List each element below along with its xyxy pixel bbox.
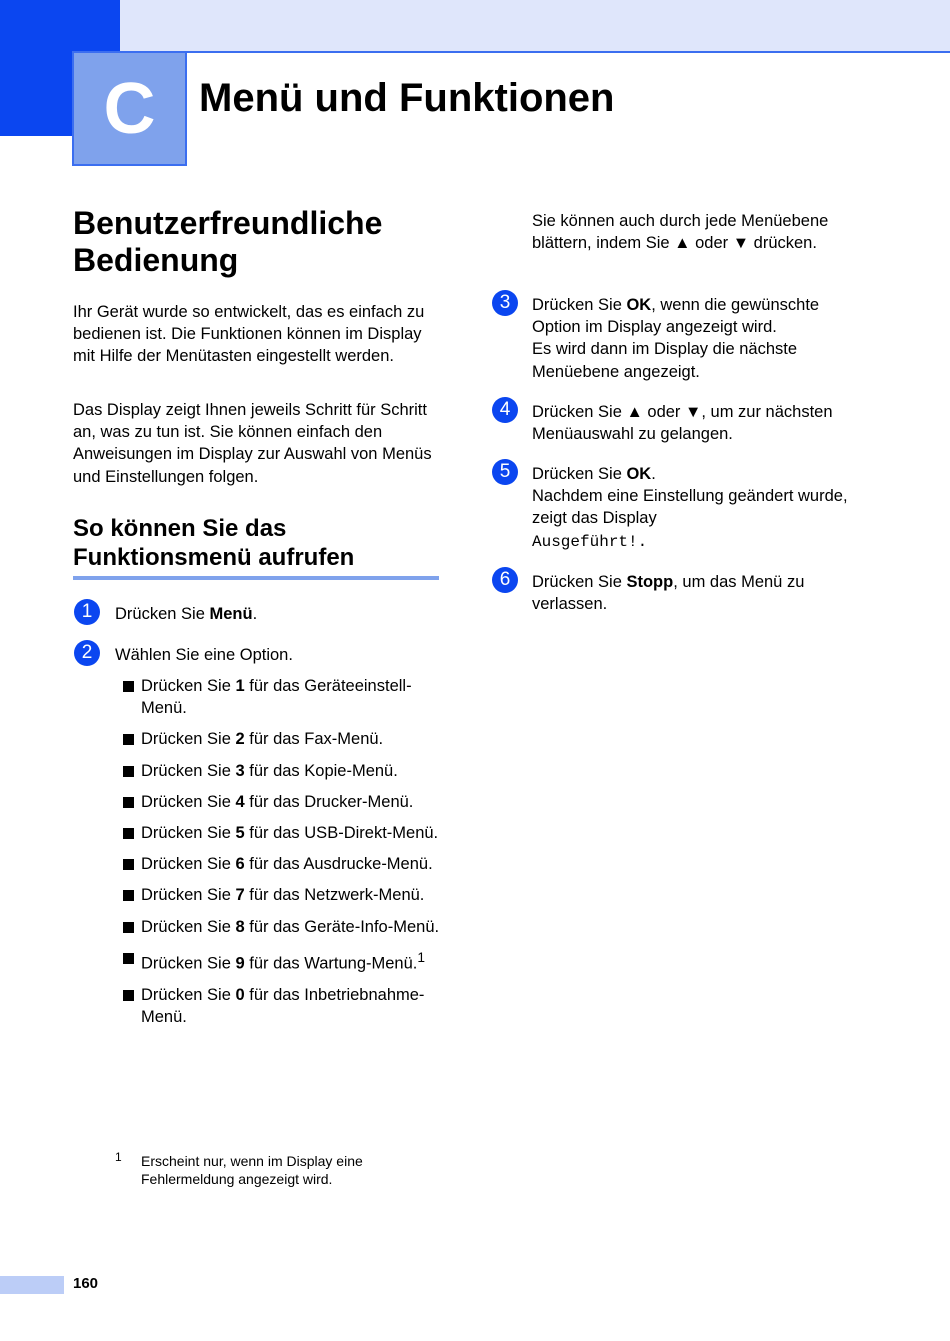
section-paragraph-1: Ihr Gerät wurde so entwickelt, das es einfach zu bedienen ist. Die Funktionen können im Display mit Hilfe der Menütasten eingestellt werden. (73, 303, 425, 366)
display-message: Ausgeführt!. (532, 532, 648, 551)
list-item: Drücken Sie 5 für das USB-Direkt-Menü. (123, 822, 453, 844)
section-title: Benutzerfreundliche Bedienung (73, 205, 383, 279)
step-number-4: 4 (492, 397, 518, 423)
right-intro-text: Sie können auch durch jede Menüebene blättern, indem Sie ▲ oder ▼ drücken. (532, 212, 829, 253)
list-item: Drücken Sie 2 für das Fax-Menü. (123, 728, 453, 750)
step-number-5: 5 (492, 459, 518, 485)
list-item: Drücken Sie 9 für das Wartung-Menü.$^1$ (123, 947, 453, 975)
list-item: Drücken Sie 4 für das Drucker-Menü. (123, 791, 453, 813)
step-text-4: Drücken Sie ▲ oder ▼, um zur nächsten Menüauswahl zu gelangen. (532, 403, 833, 444)
step-number-3: 3 (492, 290, 518, 316)
step-text-5: Drücken Sie OK. Nachdem eine Einstellung geändert wurde, zeigt das Display Ausgeführt!. (532, 465, 848, 551)
header-band (120, 0, 950, 53)
step-number-6: 6 (492, 567, 518, 593)
footnote-text: Erscheint nur, wenn im Display eine Fehlermeldung angezeigt wird. (141, 1153, 363, 1187)
list-item: Drücken Sie 1 für das Geräteeinstell-Menü. (123, 675, 453, 719)
footnote-ref: 1 (417, 949, 426, 965)
list-item: Drücken Sie 7 für das Netzwerk-Menü. (123, 884, 453, 906)
section-paragraph-2: Das Display zeigt Ihnen jeweils Schritt für Schritt an, was zu tun ist. Sie können einfach den Anweisungen im Display zur Auswahl von Menüs und Einstellungen folgen. (73, 401, 432, 486)
step-text-1: Drücken Sie Menü. (115, 605, 258, 623)
step-number-1: 1 (74, 599, 100, 625)
step-text-6: Drücken Sie Stopp, um das Menü zu verlassen. (532, 573, 805, 614)
footnote-mark: 1 (115, 1150, 122, 1164)
step-number-2: 2 (74, 640, 100, 666)
list-item: Drücken Sie 0 für das Inbetriebnahme-Menü. (123, 984, 453, 1028)
down-arrow-icon: ▼ (685, 403, 702, 421)
step-text-3: Drücken Sie OK, wenn die gewünschte Option im Display angezeigt wird. Es wird dann im Display die nächste Menüebene angezeigt. (532, 296, 820, 381)
chapter-title: Menü und Funktionen (199, 76, 615, 120)
list-item: Drücken Sie 8 für das Geräte-Info-Menü. (123, 916, 453, 938)
up-arrow-icon: ▲ (626, 403, 643, 421)
chapter-badge (72, 51, 187, 166)
subsection-title: So können Sie das Funktionsmenü aufrufen (73, 515, 355, 571)
page-number: 160 (73, 1275, 99, 1292)
list-item: Drücken Sie 6 für das Ausdrucke-Menü. (123, 853, 453, 875)
step-text-2: Wählen Sie eine Option. (115, 646, 293, 664)
up-arrow-icon: ▲ (674, 234, 691, 253)
page-number-bar (0, 1276, 64, 1294)
list-item: Drücken Sie 3 für das Kopie-Menü. (123, 760, 453, 782)
down-arrow-icon: ▼ (732, 234, 750, 253)
option-list (123, 675, 453, 1028)
subsection-rule (73, 576, 439, 580)
chapter-letter: C (103, 68, 156, 149)
